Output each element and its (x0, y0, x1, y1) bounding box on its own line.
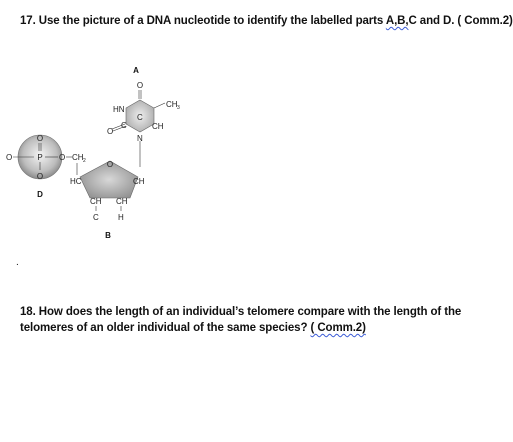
phosphate-ch2-sub: 2 (83, 158, 86, 164)
question-18-line-2-text: telomeres of an older individual of the same species? (20, 322, 311, 334)
question-17-parts: A,B, (385, 15, 409, 27)
question-18-line-1: 18. How does the length of an individual’s telomere compare with the length of the (20, 306, 462, 318)
dna-nucleotide-diagram (0, 55, 200, 255)
label-b: B (105, 231, 111, 240)
phosphate-o-top: O (36, 134, 44, 143)
base-n: N (137, 134, 143, 143)
phosphate-ch2: CH (72, 153, 84, 162)
phosphate-o-left: O (6, 153, 13, 162)
sugar-ch-bottom-left: CH (90, 197, 102, 206)
question-17-prefix: 17. Use the picture of a DNA nucleotide to identify the labelled parts (20, 15, 386, 27)
sugar-h: H (118, 213, 124, 222)
phosphate-o-bottom: O (36, 172, 44, 181)
sugar-ch-bottom-right: CH (116, 197, 128, 206)
base-c2: C (137, 113, 143, 122)
stray-mark: . (16, 257, 19, 268)
question-18-line-2 (20, 322, 366, 334)
sugar-c: C (93, 213, 99, 222)
label-d: D (37, 190, 43, 199)
base-o-left: O (107, 127, 114, 136)
base-hn: HN (113, 105, 125, 114)
base-c: C (121, 121, 127, 130)
phosphate-p: P (37, 153, 43, 162)
question-17 (20, 15, 513, 27)
base-ch: CH (152, 122, 164, 131)
base-o-top: O (136, 81, 144, 90)
base-ch3: CH (166, 100, 178, 109)
phosphate-o-right: O (59, 153, 66, 162)
sugar-ch-right: CH (133, 177, 145, 186)
label-a: A (133, 66, 139, 75)
sugar-hc: HC (70, 177, 82, 186)
question-17-suffix: C and D. ( Comm.2) (408, 15, 513, 27)
base-methyl-bond (154, 103, 165, 108)
question-18-comm-tag: ( Comm.2) (310, 322, 366, 334)
sugar-ring-o: O (106, 160, 114, 169)
base-ch3-sub: 3 (177, 105, 180, 111)
